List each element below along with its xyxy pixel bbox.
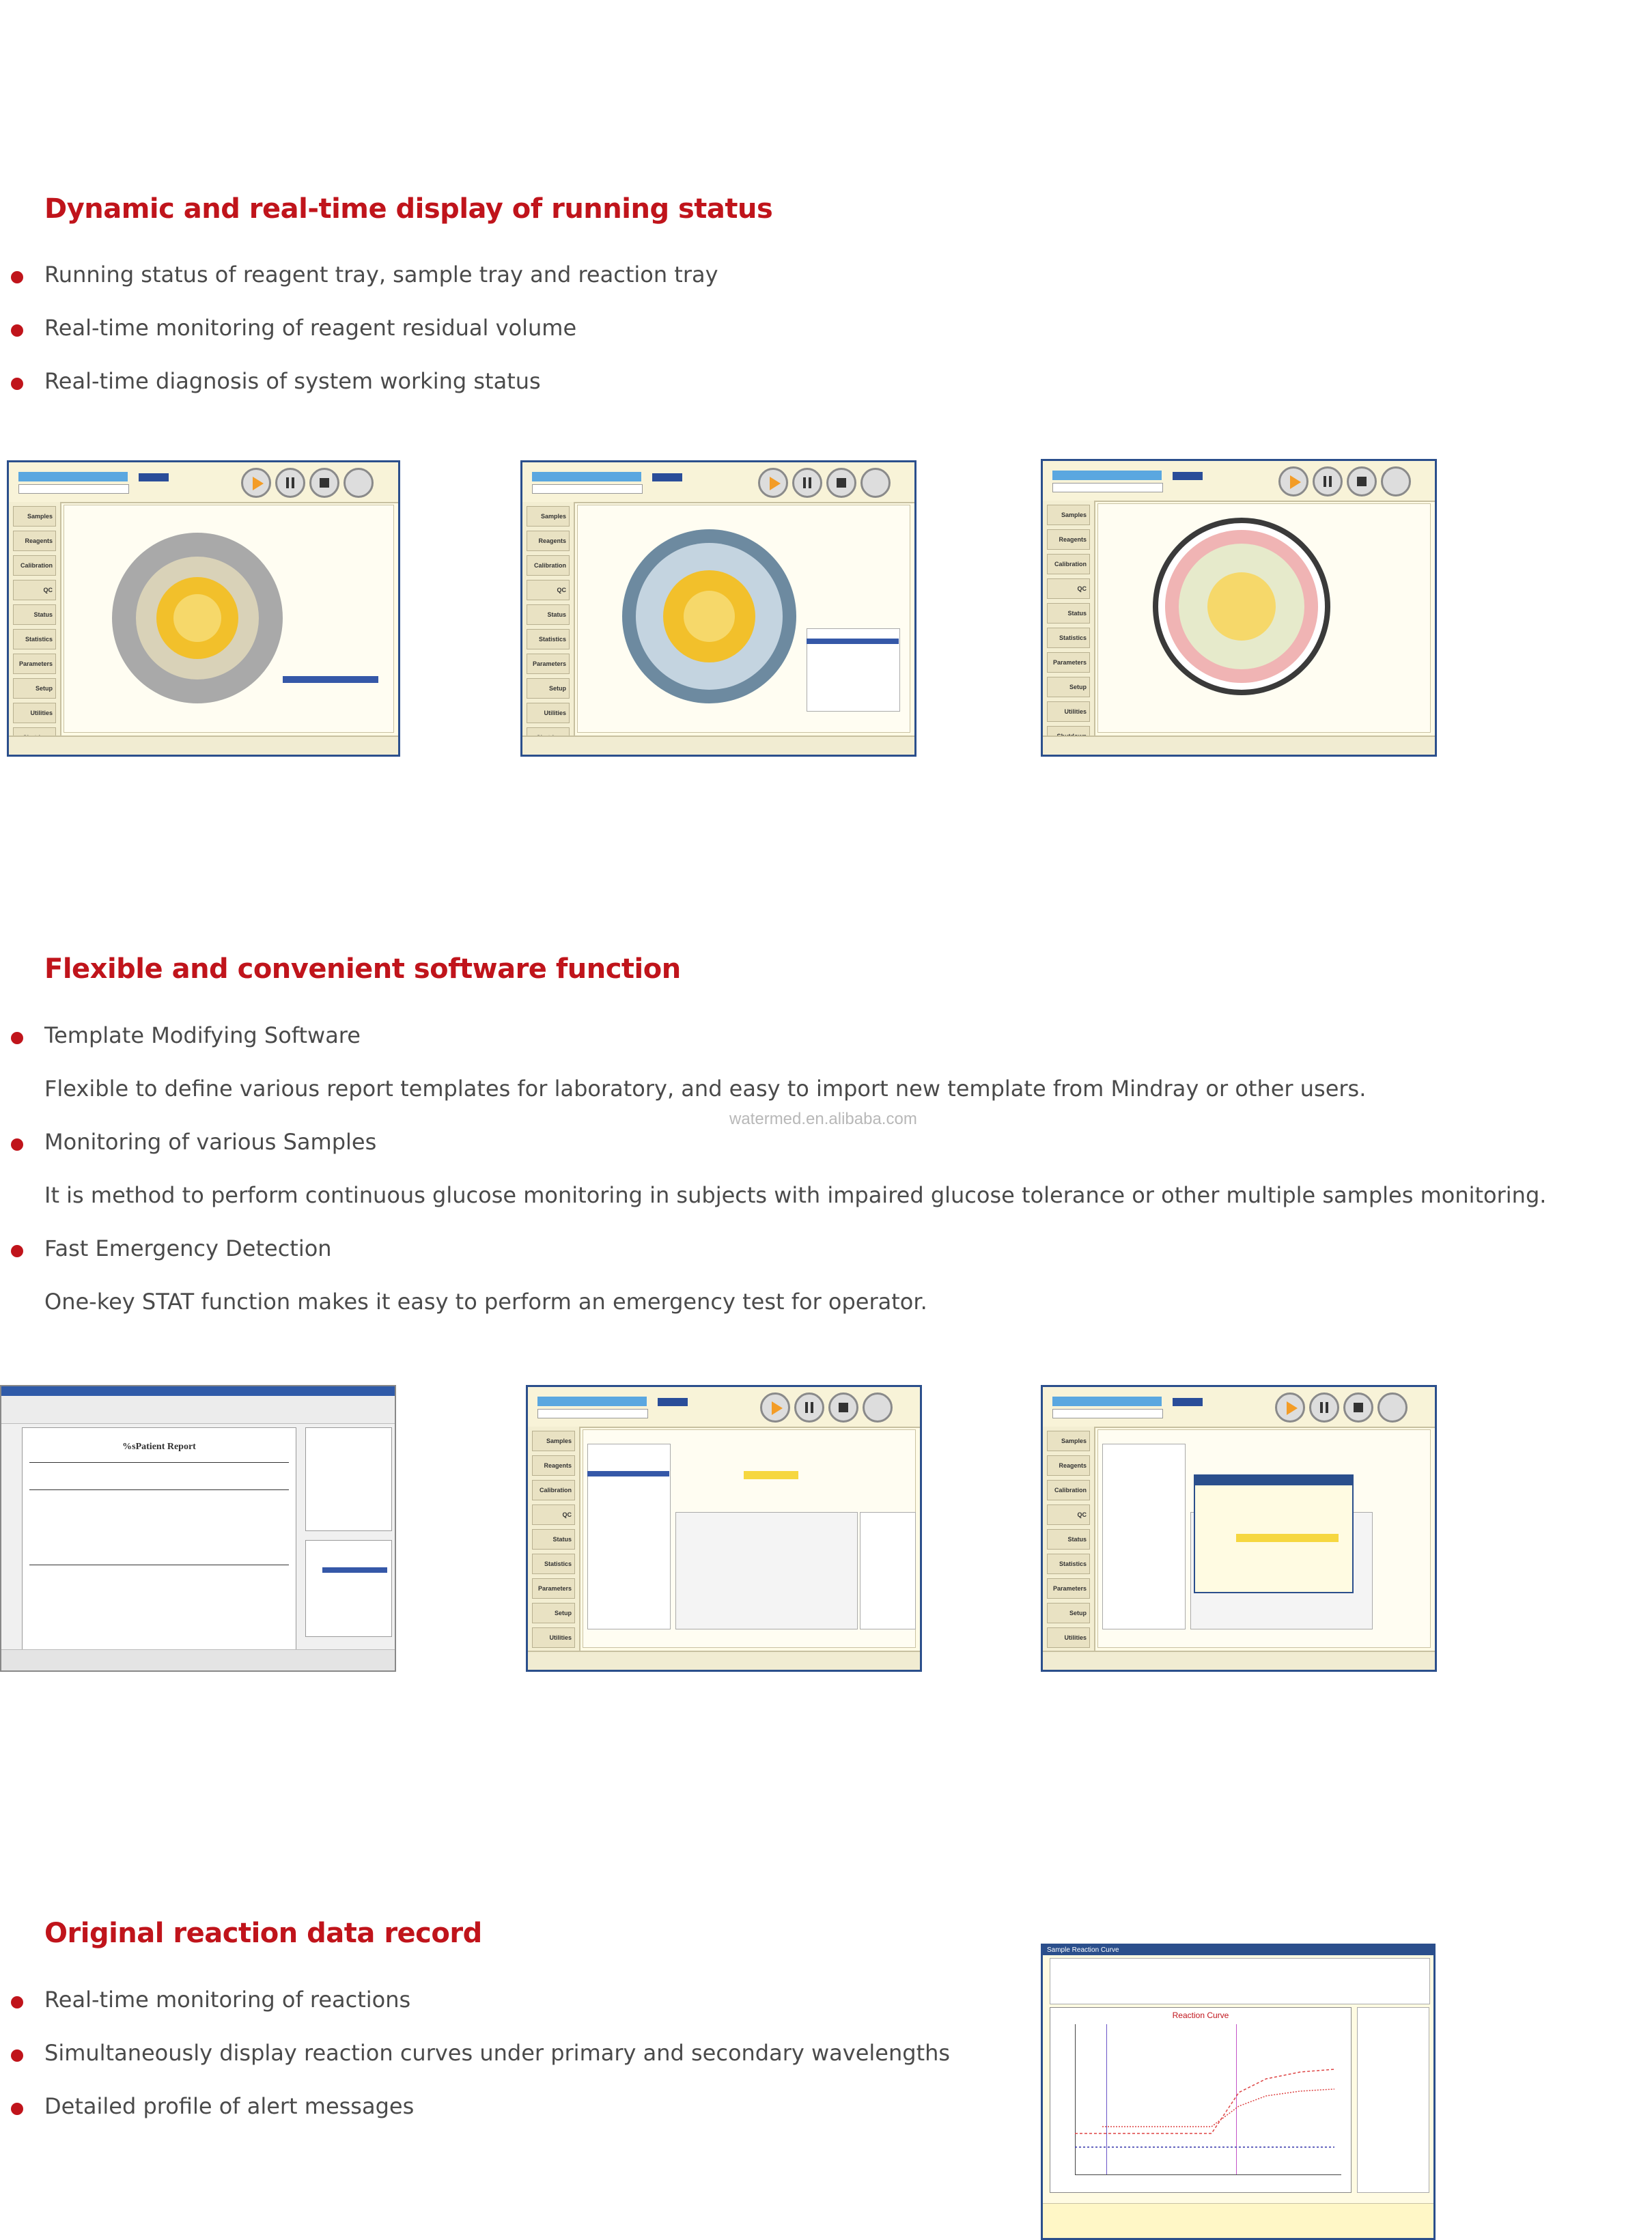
screenshot-report-template: %sPatient Report [0,1385,396,1672]
screenshot-stat-request: Samples Reagents Calibration QC Status Statistics Parameters Setup Utilities [1041,1385,1437,1672]
bullet-dot-icon [11,1032,23,1044]
bullet-dot-icon [11,1245,23,1257]
description-text: Flexible to define various report templates for laboratory, and easy to import new template from Mindray or other users. [44,1076,1367,1102]
watermark: watermed.en.alibaba.com [729,1110,917,1128]
section-heading: Flexible and convenient software function [44,953,681,985]
bullet-dot-icon [11,378,23,390]
screenshot-sample-request: Samples Reagents Calibration QC Status Statistics Parameters Setup Utilities [526,1385,922,1672]
screenshot-reaction-disk: Samples Reagents Calibration QC Status Statistics Parameters Setup Utilities [1041,459,1437,757]
description-text: One-key STAT function makes it easy to perform an emergency test for operator. [44,1289,927,1315]
bullet-dot-icon [11,1138,23,1151]
description-text: It is method to perform continuous glucose monitoring in subjects with impaired glucose tolerance or other multiple samples monitoring. [44,1182,1547,1208]
screenshot-reagent-disk: Samples Reagents Calibration QC Status Statistics Parameters Setup Utilities [7,460,400,757]
section-heading: Dynamic and real-time display of running status [44,193,773,225]
section-heading: Original reaction data record [44,1918,482,1949]
screenshot-reaction-curve: Sample Reaction Curve Reaction Curve [1041,1944,1436,2240]
screenshot-sample-disk: Samples Reagents Calibration QC Status Statistics Parameters Setup Utilities [520,460,916,757]
bullet-dot-icon [11,271,23,283]
bullet-dot-icon [11,324,23,337]
bullet-dot-icon [11,2103,23,2115]
bullet-dot-icon [11,1996,23,2008]
bullet-dot-icon [11,2049,23,2062]
